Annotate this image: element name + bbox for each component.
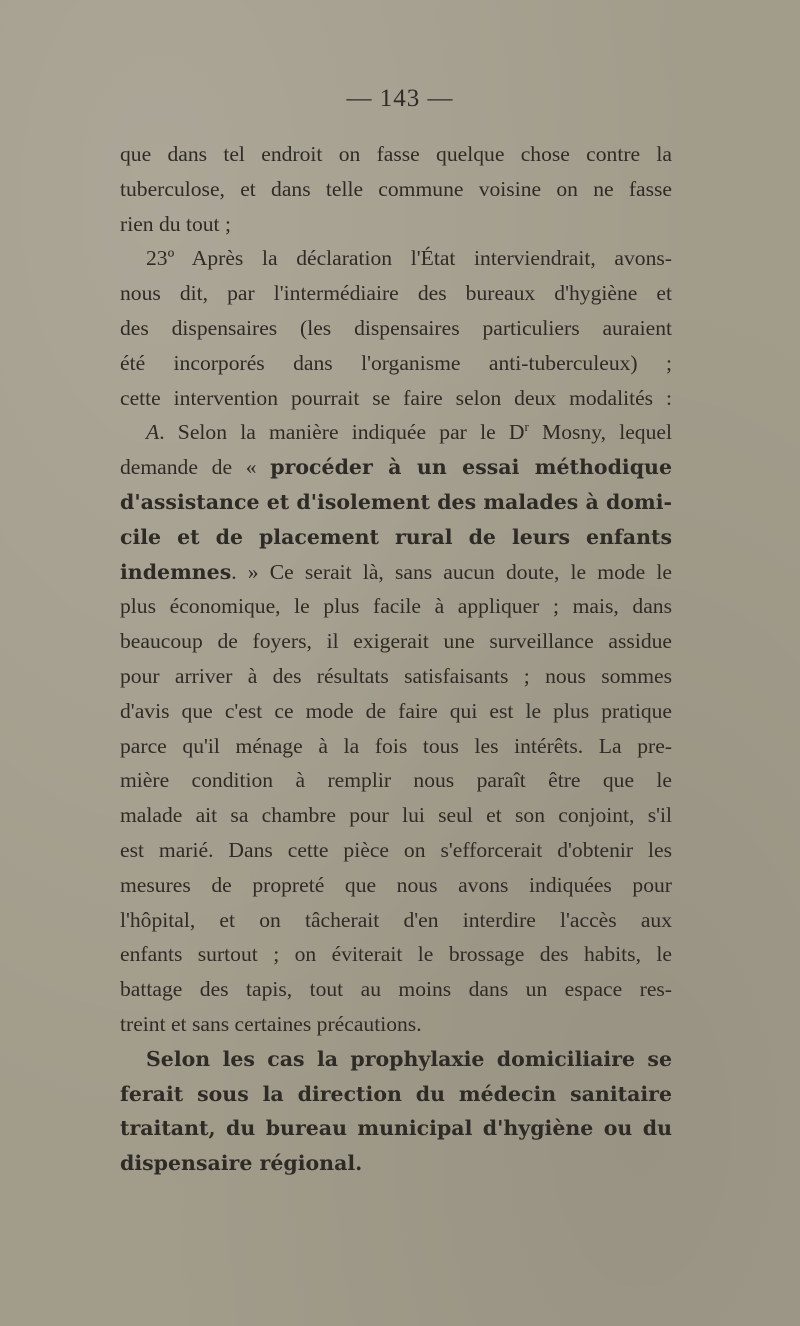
body-text <box>120 137 672 1181</box>
text-line <box>120 1077 672 1112</box>
text-line: est marié. Dans cette pièce on s'efforcerait d'obtenir les <box>120 837 672 862</box>
text-line: tuberculose, et dans telle commune voisine on ne fasse <box>120 176 672 201</box>
superscript-segment: r <box>524 419 529 435</box>
text-line <box>120 415 672 450</box>
text-line: nous dit, par l'intermédiaire des bureaux d'hygiène et <box>120 281 672 306</box>
text-line: des dispensaires (les dispensaires particuliers auraient <box>120 315 672 340</box>
text-segment: . » Ce serait là, sans aucun doute, le mode le <box>231 559 672 584</box>
text-line: l'hôpital, et on tâcherait d'en interdire l'accès aux <box>120 907 672 932</box>
text-line <box>120 1146 672 1181</box>
bold-text-segment: cile et de placement rural de leurs enfants <box>120 524 672 549</box>
bold-text-segment: ferait sous la direction du médecin sanitaire <box>120 1081 672 1106</box>
bold-text-segment: Selon les cas la prophylaxie domiciliaire se <box>146 1046 672 1071</box>
text-line <box>120 450 672 485</box>
text-line: d'avis que c'est ce mode de faire qui est le plus pratique <box>120 698 672 723</box>
text-line: malade ait sa chambre pour lui seul et son conjoint, s'il <box>120 803 672 828</box>
bold-text-segment: dispensaire régional. <box>120 1151 363 1176</box>
text-line: mesures de propreté que nous avons indiquées pour <box>120 872 672 897</box>
bold-text-segment: d'assistance et d'isolement des malades à domi- <box>120 489 672 514</box>
text-line: été incorporés dans l'organisme anti-tuberculeux) ; <box>120 350 672 375</box>
text-line: enfants surtout ; on éviterait le brossage des habits, le <box>120 942 672 967</box>
text-line: cette intervention pourrait se faire selon deux modalités : <box>120 385 672 410</box>
text-line: plus économique, le plus facile à appliquer ; mais, dans <box>120 594 672 619</box>
page-number: — 143 — <box>346 85 454 112</box>
text-segment: Mosny, lequel <box>528 420 672 445</box>
text-line <box>120 520 672 555</box>
text-line: que dans tel endroit on fasse quelque chose contre la <box>120 142 672 166</box>
text-segment: A <box>146 420 160 445</box>
text-line: pour arriver à des résultats satisfaisants ; nous sommes <box>120 663 672 688</box>
text-line: treint et sans certaines précautions. <box>120 1011 422 1036</box>
bold-text-segment: indemnes <box>120 559 232 584</box>
text-line: mière condition à remplir nous paraît être que le <box>120 768 672 793</box>
text-line: 23º Après la déclaration l'État interviendrait, avons- <box>146 246 672 271</box>
bold-text-segment: traitant, du bureau municipal d'hygiène ou du <box>120 1116 672 1141</box>
bold-text-segment: procéder à un essai méthodique <box>270 455 672 480</box>
text-line: battage des tapis, tout au moins dans un espace res- <box>120 977 672 1002</box>
text-line: beaucoup de foyers, il exigerait une surveillance assidue <box>120 629 672 654</box>
text-line: rien du tout ; <box>120 211 231 236</box>
text-line <box>120 1042 672 1077</box>
text-segment: demande de « <box>120 455 271 480</box>
text-line: parce qu'il ménage à la fois tous les intérêts. La pre- <box>120 733 672 758</box>
text-line <box>120 1111 672 1146</box>
text-line <box>120 555 672 590</box>
text-segment: . Selon la manière indiquée par le D <box>159 420 525 445</box>
text-line <box>120 485 672 520</box>
